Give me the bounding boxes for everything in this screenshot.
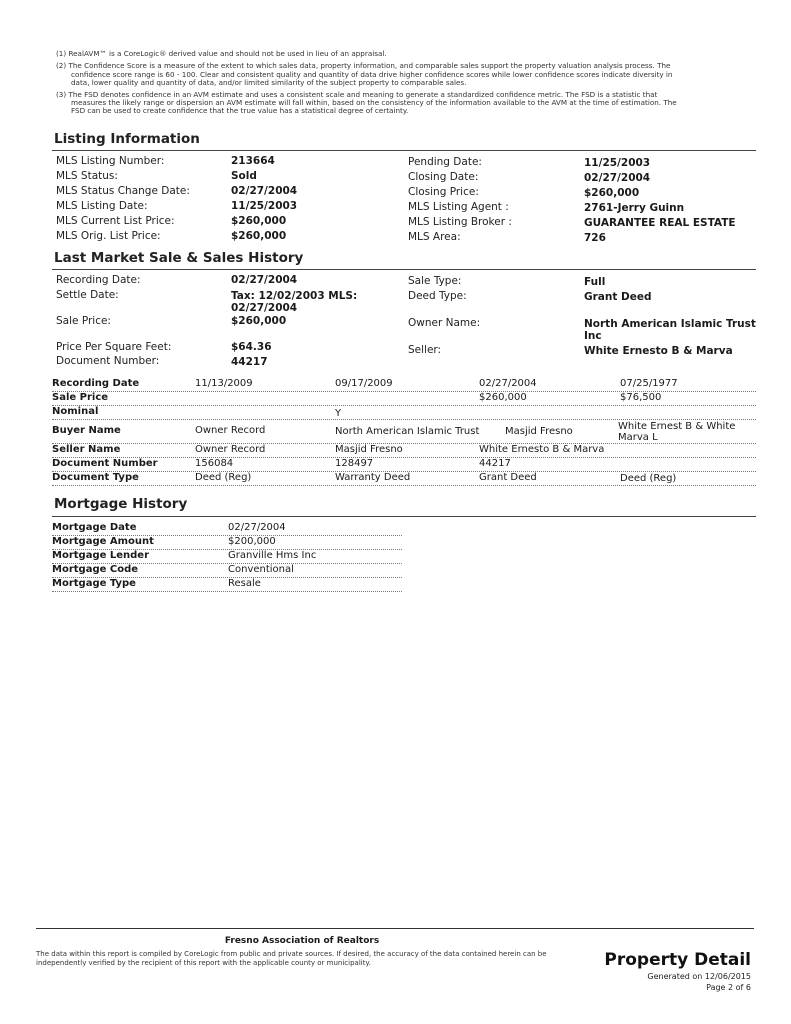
table-cell: White Ernesto B & Marva	[479, 444, 605, 455]
table-cell: Y	[335, 408, 342, 419]
sale-price-label: Sale Price:	[56, 315, 111, 327]
price-per-sqft-label: Price Per Square Feet:	[56, 341, 172, 353]
table-row	[52, 444, 756, 458]
table-cell: 02/27/2004	[479, 378, 537, 389]
listing-left-values	[231, 154, 297, 244]
table-cell: 07/25/1977	[620, 378, 678, 389]
recording-date-value: 02/27/2004	[231, 274, 298, 286]
table-cell: 44217	[479, 458, 511, 469]
table-cell: Masjid Fresno	[505, 426, 573, 437]
row-header-mortgage-amount: Mortgage Amount	[52, 536, 154, 547]
table-cell: Resale	[228, 578, 261, 589]
footer-page-number: Page 2 of 6	[706, 983, 751, 992]
footer-divider	[36, 928, 754, 929]
footer-org-name: Fresno Association of Realtors	[224, 936, 380, 946]
table-cell: Conventional	[228, 564, 294, 575]
document-number-value: 44217	[231, 356, 268, 368]
recording-date-label: Recording Date:	[56, 274, 141, 286]
row-header-sale-price: Sale Price	[52, 392, 109, 403]
table-cell: North American Islamic Trust	[335, 426, 480, 437]
footer-generated-date: Generated on 12/06/2015	[647, 972, 751, 981]
row-header-mortgage-date: Mortgage Date	[52, 522, 137, 533]
table-row	[52, 564, 402, 578]
footer-disclaimer-line-1: The data within this report is compiled by CoreLogic from public and private sources. If desired, the accuracy of the data contained herein can be	[36, 950, 547, 958]
price-per-sqft-value: $64.36	[231, 341, 272, 353]
seller-label: Seller:	[408, 344, 442, 356]
sales-section-title: Last Market Sale & Sales History	[54, 250, 304, 266]
row-header-mortgage-lender: Mortgage Lender	[52, 550, 150, 561]
table-row	[52, 522, 402, 536]
mls-listing-agent-value: 2761-Jerry Guinn	[584, 202, 685, 214]
listing-left-column	[56, 154, 190, 244]
closing-price-value: $260,000	[584, 187, 640, 199]
sales-history-table	[52, 378, 756, 488]
table-cell: Owner Record	[195, 444, 266, 455]
table-row	[52, 550, 402, 564]
closing-price-label: Closing Price:	[408, 186, 479, 198]
mls-orig-list-price-label: MLS Orig. List Price:	[56, 230, 161, 242]
listing-section-title: Listing Information	[54, 131, 200, 147]
mls-listing-date-value: 11/25/2003	[231, 200, 298, 212]
pending-date-value: 11/25/2003	[584, 157, 651, 169]
table-row	[52, 421, 756, 444]
mls-listing-broker-label: MLS Listing Broker :	[408, 216, 512, 228]
closing-date-label: Closing Date:	[408, 171, 479, 183]
mls-listing-agent-label: MLS Listing Agent :	[408, 201, 509, 213]
footnote-2-line-2: confidence score range is 60 - 100. Clear and consistent quality and quantity of data drive higher confidence scores while lower confidence scores indicate diversity in	[71, 69, 673, 79]
mls-listing-date-label: MLS Listing Date:	[56, 200, 148, 212]
sale-type-value: Full	[584, 276, 606, 288]
deed-type-label: Deed Type:	[408, 290, 467, 302]
table-cell: Deed (Reg)	[195, 472, 252, 483]
table-row	[52, 406, 756, 420]
table-cell: 156084	[195, 458, 234, 469]
listing-right-column	[408, 155, 512, 245]
table-cell: 02/27/2004	[228, 522, 286, 533]
closing-date-value: 02/27/2004	[584, 172, 651, 184]
table-row	[52, 392, 756, 406]
footnote-3-line-2: measures the likely range or dispersion an AVM estimate will fall within, based on the consistency of the information available to the AVM at the time of estimation. The	[71, 98, 677, 108]
seller-value: White Ernesto B & Marva	[584, 345, 733, 357]
table-row	[52, 458, 756, 472]
footer-disclaimer	[36, 950, 596, 968]
mortgage-history-table	[52, 522, 402, 594]
table-cell: White Ernest B & White	[618, 421, 736, 432]
row-header-recording-date: Recording Date	[52, 378, 140, 389]
owner-name-value-line-2: Inc	[584, 330, 602, 342]
table-cell: $76,500	[620, 392, 662, 403]
sales-divider	[52, 269, 756, 270]
footnote-1: (1) RealAVM™ is a CoreLogic® derived value and should not be used in lieu of an appraisal.	[56, 49, 387, 58]
footer-report-title: Property Detail	[604, 950, 751, 970]
table-cell: Grant Deed	[479, 472, 537, 483]
row-header-buyer-name: Buyer Name	[52, 425, 121, 436]
listing-right-values	[584, 156, 736, 246]
owner-name-value: North American Islamic Trust	[584, 318, 756, 330]
sale-price-value: $260,000	[231, 315, 287, 327]
row-header-document-type: Document Type	[52, 472, 139, 483]
document-number-label: Document Number:	[56, 355, 160, 367]
settle-date-label: Settle Date:	[56, 289, 119, 301]
table-cell: $260,000	[479, 392, 527, 403]
listing-divider	[52, 150, 756, 151]
pending-date-label: Pending Date:	[408, 156, 482, 168]
table-cell: 09/17/2009	[335, 378, 393, 389]
row-header-mortgage-code: Mortgage Code	[52, 564, 139, 575]
mls-listing-broker-value: GUARANTEE REAL ESTATE	[584, 217, 736, 229]
table-cell: Deed (Reg)	[620, 473, 677, 484]
table-row	[52, 578, 402, 592]
table-cell: $200,000	[228, 536, 276, 547]
footnote-3-line-3: FSD can be used to create confidence that the true value has a statistical degree of certainty.	[71, 106, 409, 116]
table-cell: Marva L	[618, 432, 658, 443]
footer-disclaimer-line-2: independently verified by the recipient of this report with the applicable county or municipality.	[36, 959, 371, 967]
row-header-mortgage-type: Mortgage Type	[52, 578, 136, 589]
table-row	[52, 472, 756, 486]
table-row	[52, 378, 756, 392]
settle-date-value: Tax: 12/02/2003 MLS:	[231, 290, 358, 302]
owner-name-label: Owner Name:	[408, 317, 481, 329]
table-row	[52, 536, 402, 550]
footnote-2-line-3: data, lower quality and quantity of data, and/or limited similarity of the subject property to comparable sales.	[71, 78, 467, 88]
footnote-2: (2) The Confidence Score is a measure of the extent to which sales data, property information, and comparable sales support the property valuation analysis process. The	[56, 61, 671, 71]
mls-status-change-date-label: MLS Status Change Date:	[56, 185, 190, 197]
mls-status-label: MLS Status:	[56, 170, 118, 182]
table-cell: Granville Hms Inc	[228, 550, 317, 561]
mls-area-label: MLS Area:	[408, 231, 461, 243]
mls-status-change-date-value: 02/27/2004	[231, 185, 298, 197]
mls-listing-number-label: MLS Listing Number:	[56, 155, 165, 167]
row-header-document-number: Document Number	[52, 458, 158, 469]
sale-type-label: Sale Type:	[408, 275, 462, 287]
deed-type-value: Grant Deed	[584, 291, 652, 303]
row-header-seller-name: Seller Name	[52, 444, 121, 455]
footnote-3: (3) The FSD denotes confidence in an AVM estimate and uses a consistent scale and meaning to generate a standardized confidence metric. The FSD is a statistic that	[56, 89, 658, 99]
table-cell: 11/13/2009	[195, 378, 253, 389]
row-header-nominal: Nominal	[52, 406, 99, 417]
mls-current-list-price-label: MLS Current List Price:	[56, 215, 175, 227]
mls-current-list-price-value: $260,000	[231, 215, 287, 227]
table-cell: Masjid Fresno	[335, 444, 403, 455]
footnotes	[56, 50, 756, 116]
table-cell: Owner Record	[195, 425, 266, 436]
table-cell: 128497	[335, 458, 374, 469]
mls-status-value: Sold	[231, 170, 257, 182]
mortgage-section-title: Mortgage History	[54, 496, 188, 512]
settle-date-value-line-2: 02/27/2004	[231, 302, 298, 314]
mls-orig-list-price-value: $260,000	[231, 230, 287, 242]
mls-listing-number-value: 213664	[231, 155, 275, 167]
table-cell: Warranty Deed	[335, 472, 411, 483]
mortgage-divider	[52, 516, 756, 517]
mls-area-value: 726	[584, 232, 606, 244]
